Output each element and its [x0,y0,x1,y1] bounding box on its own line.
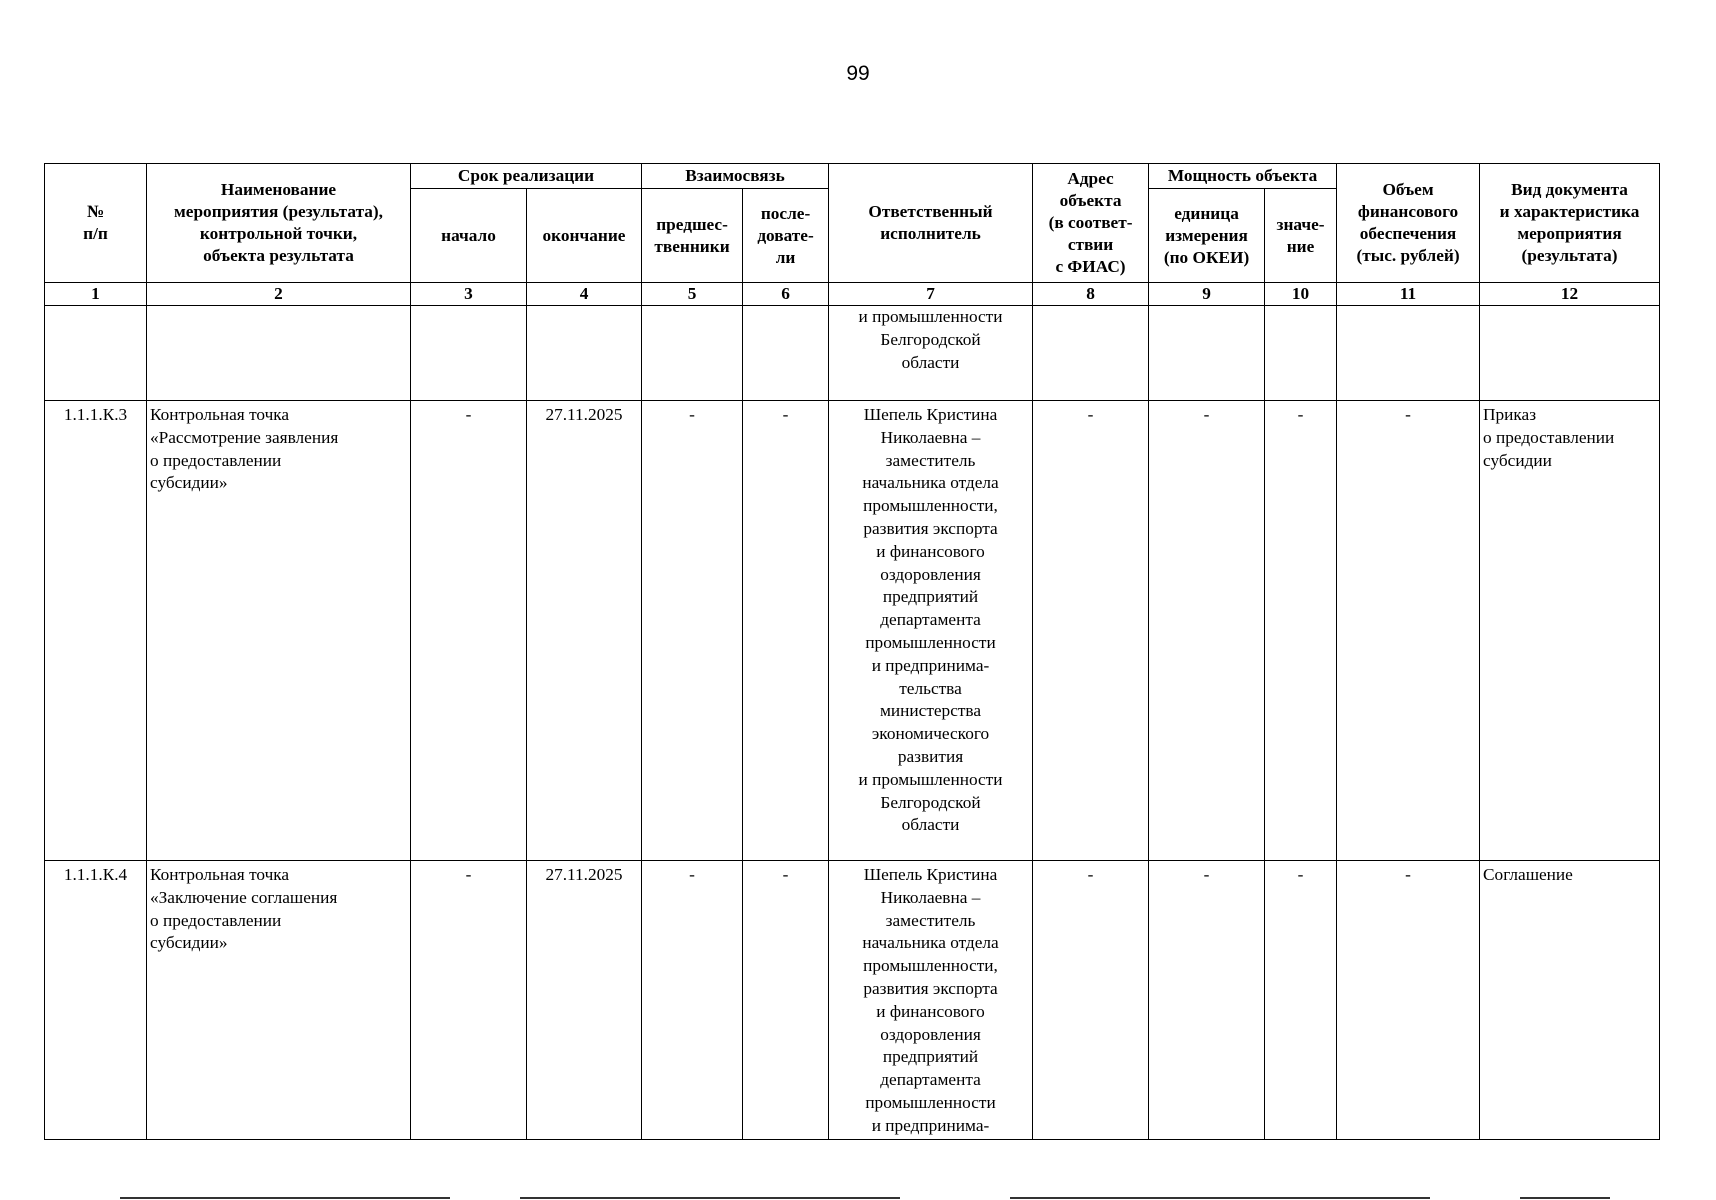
row-address: - [1033,861,1149,1140]
row-doc-type [1480,306,1660,401]
row-unit: - [1149,861,1265,1140]
row-number: 1.1.1.К.3 [45,401,147,861]
cell-text-line: Белгородской [880,329,981,349]
column-number: 11 [1337,283,1480,306]
cell-text-line: промышленности, [863,496,998,516]
row-address: - [1033,401,1149,861]
header-responsible [829,164,1033,283]
cell-text-line: экономического [871,724,990,744]
row-predecessors: - [642,401,743,861]
cell-text-line: с ФИАС) [1055,257,1126,276]
column-number: 1 [45,283,147,306]
cell-text-line: Соглашение [1483,865,1573,884]
cell-text-line: департамента [880,610,981,630]
cell-text-line: и финансового [876,1001,985,1021]
row-responsible [829,861,1033,1140]
column-number: 9 [1149,283,1265,306]
page-number: 99 [846,62,870,85]
cell-text-line: и характеристика [1499,202,1640,221]
column-number: 4 [527,283,642,306]
cell-text-line: и предпринима- [871,1115,990,1135]
column-number: 7 [829,283,1033,306]
header-capacity-unit [1149,189,1265,283]
header-doc-type [1480,164,1660,283]
cell-text-line: значе- [1276,214,1325,234]
cell-text-line: и промышленности [858,307,1003,326]
column-number: 8 [1033,283,1149,306]
row-successors: - [743,401,829,861]
cell-text-line: предшес- [656,214,728,234]
cell-text-line: развития экспорта [863,518,998,538]
cell-text-line: Белгородской [880,792,981,812]
table-row [45,861,1660,1140]
table-row [45,401,1660,861]
column-number: 10 [1265,283,1337,306]
cell-text-line: ние [1286,236,1315,256]
column-number: 5 [642,283,743,306]
cell-text-line: ствии [1067,235,1114,254]
cell-text-line: оздоровления [880,1024,981,1044]
header-link-group: Взаимосвязь [642,164,829,189]
cell-text-line: исполнитель [880,224,981,243]
header-capacity-group: Мощность объекта [1149,164,1337,189]
cell-text-line: департамента [880,1070,981,1090]
scan-edge-line [520,1197,900,1199]
row-end: 27.11.2025 [527,401,642,861]
row-unit [1149,306,1265,401]
header-capacity-value [1265,189,1337,283]
cell-text-line: (тыс. рублей) [1356,246,1460,265]
row-start: - [411,401,527,861]
row-value: - [1265,401,1337,861]
row-start [411,306,527,401]
cell-text-line: Контрольная точка [150,865,290,884]
row-name [147,306,411,401]
cell-text-line: субсидии» [150,933,228,953]
row-responsible [829,401,1033,861]
cell-text-line: единица [1174,203,1239,223]
header-number [45,164,147,283]
cell-text-line: объекта результата [203,246,354,265]
cell-text-line: о предоставлении [150,450,282,470]
cell-text-line: (результата) [1521,246,1618,265]
cell-text-line: Контрольная точка [150,405,290,424]
cell-text-line: Адрес [1067,169,1114,188]
cell-text-line: заместитель [885,450,976,470]
cell-text-line: и финансового [876,541,985,561]
cell-text-line: оздоровления [880,564,981,584]
row-value [1265,306,1337,401]
cell-text-line: Шепель Кристина [863,405,998,424]
scan-edge-line [1520,1197,1610,1199]
cell-text-line: (по ОКЕИ) [1163,247,1250,267]
cell-text-line: начальника отдела [862,933,999,953]
cell-text-line: объекта [1059,191,1122,210]
cell-text-line: (в соответ- [1048,213,1133,232]
row-predecessors: - [642,861,743,1140]
row-finance [1337,306,1480,401]
cell-text-line: начальника отдела [862,473,999,493]
cell-text-line: субсидии [1483,450,1552,470]
row-doc-type [1480,861,1660,1140]
row-end [527,306,642,401]
row-unit: - [1149,401,1265,861]
cell-text-line: Николаевна – [880,887,981,907]
cell-text-line: субсидии» [150,473,228,493]
cell-text-line: развития экспорта [863,978,998,998]
row-address [1033,306,1149,401]
column-number: 12 [1480,283,1660,306]
row-value: - [1265,861,1337,1140]
header-finance [1337,164,1480,283]
cell-text-line: п/п [83,224,108,243]
row-successors: - [743,861,829,1140]
cell-text-line: о предоставлении [150,910,282,930]
row-start: - [411,861,527,1140]
cell-text-line: Вид документа [1511,180,1628,199]
cell-text-line: заместитель [885,910,976,930]
cell-text-line: о предоставлении [1483,427,1615,447]
header-term-group: Срок реализации [411,164,642,189]
cell-text-line: контрольной точки, [199,224,358,243]
table-row [45,306,1660,401]
scan-edge-line [1010,1197,1430,1199]
cell-text-line: «Рассмотрение заявления [150,427,339,447]
cell-text-line: ли [775,247,796,267]
cell-text-line: мероприятия [1517,224,1622,243]
cell-text-line: твенники [654,236,730,256]
row-responsible [829,306,1033,401]
cell-text-line: измерения [1165,225,1248,245]
header-link-succ [743,189,829,283]
cell-text-line: № [86,202,105,221]
cell-text-line: Шепель Кристина [863,865,998,884]
cell-text-line: довате- [757,225,814,245]
row-number [45,306,147,401]
header-name [147,164,411,283]
cell-text-line: Николаевна – [880,427,981,447]
cell-text-line: после- [760,203,811,223]
cell-text-line: развития [897,746,964,766]
cell-text-line: промышленности, [863,956,998,976]
cell-text-line: и предпринима- [871,655,990,675]
row-predecessors [642,306,743,401]
header-address [1033,164,1149,283]
scan-edge-line [120,1197,450,1199]
implementation-plan-table [44,163,1660,1140]
cell-text-line: промышленности [865,632,996,652]
row-finance: - [1337,401,1480,861]
cell-text-line: Объем [1382,180,1434,199]
row-successors [743,306,829,401]
cell-text-line: мероприятия (результата), [174,202,383,221]
cell-text-line: предприятий [882,587,979,607]
column-number: 2 [147,283,411,306]
row-finance: - [1337,861,1480,1140]
cell-text-line: министерства [879,701,982,721]
cell-text-line: Приказ [1483,405,1537,424]
header-term-end: окончание [527,189,642,283]
cell-text-line: «Заключение соглашения [150,887,338,907]
cell-text-line: предприятий [882,1047,979,1067]
cell-text-line: Ответственный [868,202,993,221]
column-number: 3 [411,283,527,306]
row-end: 27.11.2025 [527,861,642,1140]
cell-text-line: области [901,815,960,835]
cell-text-line: обеспечения [1359,224,1457,243]
cell-text-line: промышленности [865,1092,996,1112]
header-link-pred [642,189,743,283]
cell-text-line: тельства [899,678,962,698]
row-number: 1.1.1.К.4 [45,861,147,1140]
row-name [147,401,411,861]
row-name [147,861,411,1140]
header-term-start: начало [411,189,527,283]
cell-text-line: области [901,352,960,372]
column-number: 6 [743,283,829,306]
column-number-row [45,283,1660,306]
cell-text-line: и промышленности [858,769,1003,789]
cell-text-line: финансового [1357,202,1459,221]
cell-text-line: Наименование [220,180,337,199]
row-doc-type [1480,401,1660,861]
